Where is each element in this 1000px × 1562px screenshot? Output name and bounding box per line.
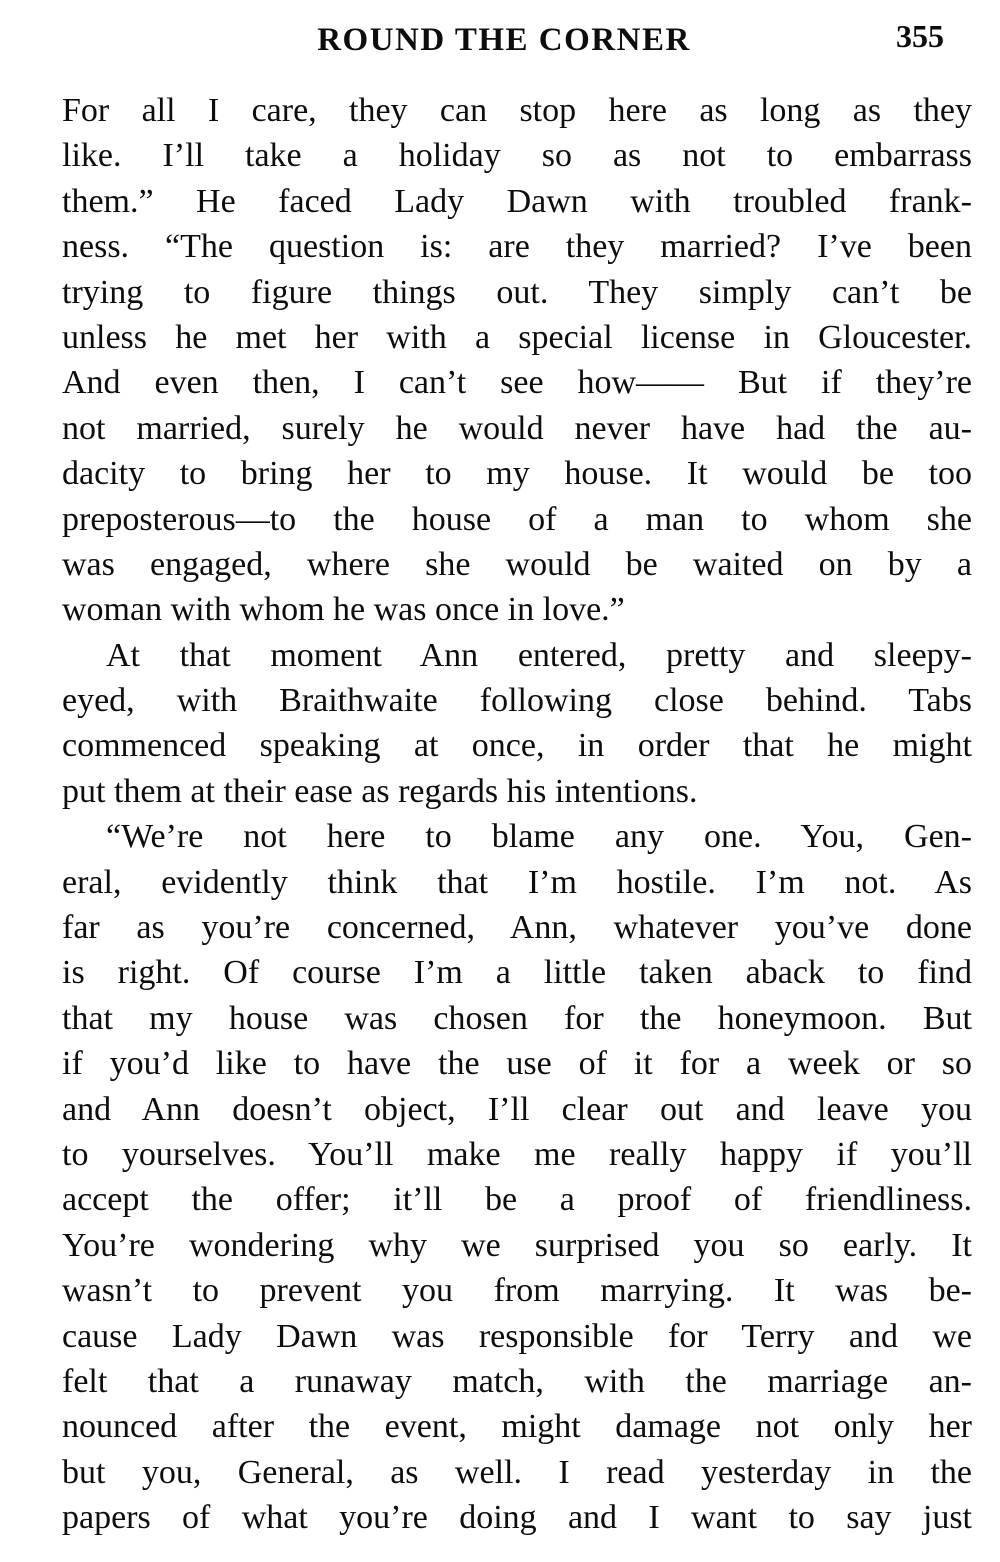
text-line: but you, General, as well. I read yesterday in the [62, 1453, 972, 1491]
text-line: if you’d like to have the use of it for a week or so [62, 1045, 972, 1083]
text-line: like. I’ll take a holiday so as not to embarrass [62, 137, 972, 175]
text-line: felt that a runaway match, with the marriage an- [62, 1362, 972, 1400]
text-line: ness. “The question is: are they married? I’ve been [62, 228, 972, 266]
text-line: And even then, I can’t see how—— But if they’re [62, 364, 972, 402]
text-line: far as you’re concerned, Ann, whatever you’ve done [62, 909, 972, 947]
text-line: not married, surely he would never have had the au- [62, 409, 972, 447]
text-line-paragraph-start: At that moment Ann entered, pretty and sleepy- [106, 636, 972, 674]
text-line: trying to figure things out. They simply can’t be [62, 273, 972, 311]
text-line-paragraph-end: woman with whom he was once in love.” [62, 591, 625, 629]
running-title: ROUND THE CORNER [317, 22, 691, 58]
page-number: 355 [896, 18, 944, 54]
text-line: them.” He faced Lady Dawn with troubled frank- [62, 182, 972, 220]
text-line: wasn’t to prevent you from marrying. It was be- [62, 1272, 972, 1310]
text-line: cause Lady Dawn was responsible for Terry and we [62, 1317, 972, 1355]
text-line: unless he met her with a special license in Gloucester. [62, 318, 972, 356]
text-line: eral, evidently think that I’m hostile. I’m not. As [62, 863, 972, 901]
text-line-paragraph-end: put them at their ease as regards his intentions. [62, 772, 698, 810]
text-line: For all I care, they can stop here as long as they [62, 92, 972, 129]
running-head [60, 18, 948, 62]
text-line-paragraph-start: “We’re not here to blame any one. You, Gen- [106, 818, 972, 856]
text-line: is right. Of course I’m a little taken aback to find [62, 954, 972, 992]
text-line: and Ann doesn’t object, I’ll clear out and leave you [62, 1090, 972, 1128]
text-line: papers of what you’re doing and I want to say just [62, 1499, 972, 1537]
text-line: to yourselves. You’ll make me really happy if you’ll [62, 1135, 972, 1173]
text-line: accept the offer; it’ll be a proof of friendliness. [62, 1181, 972, 1219]
text-line: nounced after the event, might damage not only her [62, 1408, 972, 1446]
body-text [62, 88, 972, 1541]
text-line: commenced speaking at once, in order that he might [62, 727, 972, 765]
text-line: eyed, with Braithwaite following close behind. Tabs [62, 682, 972, 720]
text-line: dacity to bring her to my house. It would be too [62, 455, 972, 493]
text-line: was engaged, where she would be waited on by a [62, 545, 972, 583]
text-line: You’re wondering why we surprised you so early. It [62, 1226, 972, 1264]
text-line: preposterous—to the house of a man to whom she [62, 500, 972, 538]
text-line: that my house was chosen for the honeymoon. But [62, 999, 972, 1037]
